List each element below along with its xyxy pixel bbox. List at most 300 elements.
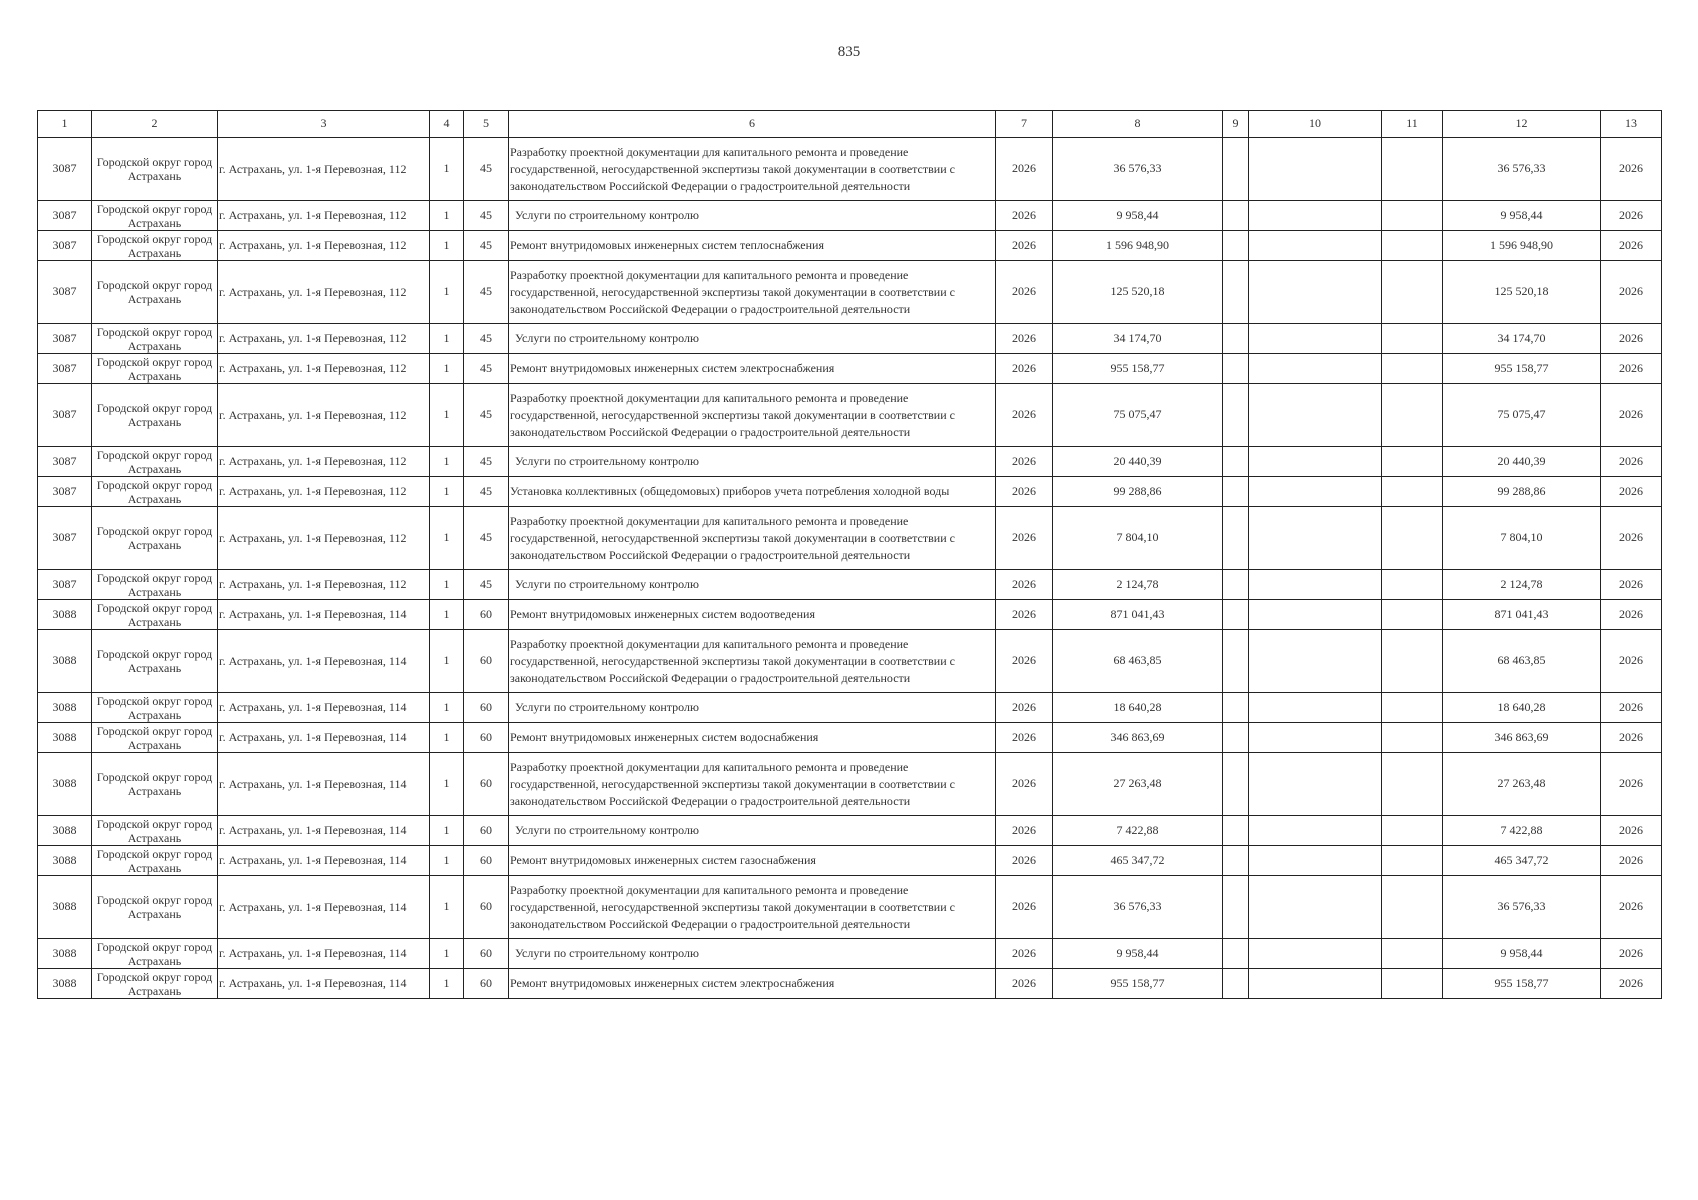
cell-work-type: Разработку проектной документации для капитального ремонта и проведение государственной, негосударственной экспертизы такой документации в соответствии с законодательством Российской Федерации о градостроительной деятельности xyxy=(509,630,996,693)
cell-col11 xyxy=(1382,630,1443,693)
cell-col13: 2026 xyxy=(1601,231,1662,261)
cell-cost: 871 041,43 xyxy=(1053,600,1223,630)
cell-col12: 36 576,33 xyxy=(1443,138,1601,201)
cell-year: 2026 xyxy=(996,384,1053,447)
cell-col4: 1 xyxy=(430,969,464,999)
cell-work-type: Установка коллективных (общедомовых) приборов учета потребления холодной воды xyxy=(509,477,996,507)
cell-col11 xyxy=(1382,477,1443,507)
cell-col10 xyxy=(1249,570,1382,600)
cell-row-id: 3087 xyxy=(38,477,92,507)
cell-col11 xyxy=(1382,231,1443,261)
cell-row-id: 3087 xyxy=(38,231,92,261)
table-body xyxy=(38,138,1662,999)
cell-work-type: Ремонт внутридомовых инженерных систем газоснабжения xyxy=(509,846,996,876)
cell-col11 xyxy=(1382,723,1443,753)
cell-col4: 1 xyxy=(430,723,464,753)
cell-cost: 99 288,86 xyxy=(1053,477,1223,507)
table-row xyxy=(38,354,1662,384)
cell-col9 xyxy=(1223,138,1249,201)
cell-col12: 20 440,39 xyxy=(1443,447,1601,477)
cell-col9 xyxy=(1223,600,1249,630)
table-row xyxy=(38,447,1662,477)
cell-address: г. Астрахань, ул. 1-я Перевозная, 114 xyxy=(218,753,430,816)
column-header: 10 xyxy=(1249,111,1382,138)
cell-cost: 36 576,33 xyxy=(1053,138,1223,201)
cell-col9 xyxy=(1223,447,1249,477)
cell-municipality: Городской округ город Астрахань xyxy=(92,693,218,723)
cell-row-id: 3087 xyxy=(38,324,92,354)
header-row xyxy=(38,111,1662,138)
cell-col10 xyxy=(1249,846,1382,876)
cell-col11 xyxy=(1382,969,1443,999)
cell-col12: 7 422,88 xyxy=(1443,816,1601,846)
cell-col4: 1 xyxy=(430,324,464,354)
table-row xyxy=(38,384,1662,447)
cell-year: 2026 xyxy=(996,723,1053,753)
cell-cost: 125 520,18 xyxy=(1053,261,1223,324)
cell-year: 2026 xyxy=(996,846,1053,876)
cell-col13: 2026 xyxy=(1601,201,1662,231)
cell-work-type: Ремонт внутридомовых инженерных систем водоснабжения xyxy=(509,723,996,753)
cell-municipality: Городской округ город Астрахань xyxy=(92,201,218,231)
cell-cost: 1 596 948,90 xyxy=(1053,231,1223,261)
cell-address: г. Астрахань, ул. 1-я Перевозная, 114 xyxy=(218,723,430,753)
cell-col10 xyxy=(1249,324,1382,354)
cell-col13: 2026 xyxy=(1601,693,1662,723)
cell-col13: 2026 xyxy=(1601,753,1662,816)
cell-municipality: Городской округ город Астрахань xyxy=(92,138,218,201)
cell-row-id: 3088 xyxy=(38,630,92,693)
cell-municipality: Городской округ город Астрахань xyxy=(92,630,218,693)
table-row xyxy=(38,939,1662,969)
cell-work-type: Разработку проектной документации для капитального ремонта и проведение государственной, негосударственной экспертизы такой документации в соответствии с законодательством Российской Федерации о градостроительной деятельности xyxy=(509,876,996,939)
cell-col13: 2026 xyxy=(1601,570,1662,600)
cell-col9 xyxy=(1223,354,1249,384)
cell-row-id: 3088 xyxy=(38,969,92,999)
cell-cost: 18 640,28 xyxy=(1053,693,1223,723)
cell-year: 2026 xyxy=(996,447,1053,477)
cell-col12: 68 463,85 xyxy=(1443,630,1601,693)
cell-year: 2026 xyxy=(996,816,1053,846)
cell-col10 xyxy=(1249,231,1382,261)
cell-col12: 346 863,69 xyxy=(1443,723,1601,753)
cell-col10 xyxy=(1249,447,1382,477)
cell-col10 xyxy=(1249,201,1382,231)
cell-cost: 346 863,69 xyxy=(1053,723,1223,753)
cell-municipality: Городской округ город Астрахань xyxy=(92,723,218,753)
table-row xyxy=(38,477,1662,507)
cell-municipality: Городской округ город Астрахань xyxy=(92,477,218,507)
table-row xyxy=(38,693,1662,723)
cell-year: 2026 xyxy=(996,570,1053,600)
cell-col12: 465 347,72 xyxy=(1443,846,1601,876)
cell-year: 2026 xyxy=(996,630,1053,693)
cell-year: 2026 xyxy=(996,693,1053,723)
cell-col4: 1 xyxy=(430,384,464,447)
cell-col12: 9 958,44 xyxy=(1443,201,1601,231)
cell-col5: 45 xyxy=(464,138,509,201)
cell-address: г. Астрахань, ул. 1-я Перевозная, 112 xyxy=(218,477,430,507)
cell-col10 xyxy=(1249,138,1382,201)
column-header: 6 xyxy=(509,111,996,138)
page-number: 835 xyxy=(837,44,861,60)
cell-row-id: 3088 xyxy=(38,939,92,969)
cell-municipality: Городской округ город Астрахань xyxy=(92,939,218,969)
cell-col12: 7 804,10 xyxy=(1443,507,1601,570)
cell-address: г. Астрахань, ул. 1-я Перевозная, 112 xyxy=(218,570,430,600)
cell-address: г. Астрахань, ул. 1-я Перевозная, 114 xyxy=(218,939,430,969)
cell-year: 2026 xyxy=(996,324,1053,354)
table-row xyxy=(38,876,1662,939)
cell-col10 xyxy=(1249,477,1382,507)
table-row xyxy=(38,753,1662,816)
cell-year: 2026 xyxy=(996,138,1053,201)
cell-col9 xyxy=(1223,384,1249,447)
cell-col13: 2026 xyxy=(1601,876,1662,939)
cell-municipality: Городской округ город Астрахань xyxy=(92,600,218,630)
cell-col5: 60 xyxy=(464,846,509,876)
cell-col11 xyxy=(1382,846,1443,876)
cell-col10 xyxy=(1249,384,1382,447)
cell-col10 xyxy=(1249,630,1382,693)
cell-year: 2026 xyxy=(996,354,1053,384)
cell-municipality: Городской округ город Астрахань xyxy=(92,507,218,570)
cell-col9 xyxy=(1223,324,1249,354)
cell-work-type: Разработку проектной документации для капитального ремонта и проведение государственной, негосударственной экспертизы такой документации в соответствии с законодательством Российской Федерации о градостроительной деятельности xyxy=(509,507,996,570)
cell-col12: 27 263,48 xyxy=(1443,753,1601,816)
table-row xyxy=(38,324,1662,354)
cell-col5: 45 xyxy=(464,261,509,324)
cell-municipality: Городской округ город Астрахань xyxy=(92,261,218,324)
column-header: 11 xyxy=(1382,111,1443,138)
cell-col4: 1 xyxy=(430,600,464,630)
cell-col9 xyxy=(1223,261,1249,324)
cell-col13: 2026 xyxy=(1601,384,1662,447)
cell-col9 xyxy=(1223,507,1249,570)
column-header: 4 xyxy=(430,111,464,138)
cell-work-type: Услуги по строительному контролю xyxy=(509,201,996,231)
cell-col10 xyxy=(1249,261,1382,324)
cell-col13: 2026 xyxy=(1601,630,1662,693)
cell-address: г. Астрахань, ул. 1-я Перевозная, 112 xyxy=(218,261,430,324)
cell-municipality: Городской округ город Астрахань xyxy=(92,447,218,477)
cell-col11 xyxy=(1382,693,1443,723)
cell-col4: 1 xyxy=(430,231,464,261)
cell-col4: 1 xyxy=(430,201,464,231)
cell-work-type: Услуги по строительному контролю xyxy=(509,324,996,354)
cell-work-type: Разработку проектной документации для капитального ремонта и проведение государственной, негосударственной экспертизы такой документации в соответствии с законодательством Российской Федерации о градостроительной деятельности xyxy=(509,261,996,324)
cell-col4: 1 xyxy=(430,816,464,846)
cell-col13: 2026 xyxy=(1601,846,1662,876)
cell-address: г. Астрахань, ул. 1-я Перевозная, 112 xyxy=(218,231,430,261)
cell-work-type: Ремонт внутридомовых инженерных систем электроснабжения xyxy=(509,969,996,999)
cell-col11 xyxy=(1382,753,1443,816)
cell-address: г. Астрахань, ул. 1-я Перевозная, 112 xyxy=(218,384,430,447)
cell-cost: 955 158,77 xyxy=(1053,354,1223,384)
cell-work-type: Разработку проектной документации для капитального ремонта и проведение государственной, негосударственной экспертизы такой документации в соответствии с законодательством Российской Федерации о градостроительной деятельности xyxy=(509,384,996,447)
cell-municipality: Городской округ город Астрахань xyxy=(92,570,218,600)
cell-work-type: Разработку проектной документации для капитального ремонта и проведение государственной, негосударственной экспертизы такой документации в соответствии с законодательством Российской Федерации о градостроительной деятельности xyxy=(509,138,996,201)
cell-col11 xyxy=(1382,447,1443,477)
cell-col11 xyxy=(1382,939,1443,969)
cell-municipality: Городской округ город Астрахань xyxy=(92,876,218,939)
cell-address: г. Астрахань, ул. 1-я Перевозная, 114 xyxy=(218,846,430,876)
cell-col5: 60 xyxy=(464,876,509,939)
cell-cost: 75 075,47 xyxy=(1053,384,1223,447)
column-header: 9 xyxy=(1223,111,1249,138)
cell-year: 2026 xyxy=(996,753,1053,816)
cell-work-type: Услуги по строительному контролю xyxy=(509,570,996,600)
column-header: 1 xyxy=(38,111,92,138)
table-row xyxy=(38,507,1662,570)
cell-address: г. Астрахань, ул. 1-я Перевозная, 114 xyxy=(218,969,430,999)
cell-municipality: Городской округ город Астрахань xyxy=(92,846,218,876)
cell-col13: 2026 xyxy=(1601,816,1662,846)
cell-col10 xyxy=(1249,876,1382,939)
table-row xyxy=(38,816,1662,846)
cell-row-id: 3088 xyxy=(38,876,92,939)
cell-col13: 2026 xyxy=(1601,723,1662,753)
cell-col5: 60 xyxy=(464,600,509,630)
cell-col13: 2026 xyxy=(1601,477,1662,507)
cell-col12: 36 576,33 xyxy=(1443,876,1601,939)
cell-municipality: Городской округ город Астрахань xyxy=(92,324,218,354)
cell-col12: 955 158,77 xyxy=(1443,969,1601,999)
cell-col11 xyxy=(1382,201,1443,231)
cell-col13: 2026 xyxy=(1601,324,1662,354)
repair-schedule-table xyxy=(37,110,1662,999)
cell-col5: 45 xyxy=(464,384,509,447)
cell-row-id: 3087 xyxy=(38,261,92,324)
cell-col5: 45 xyxy=(464,201,509,231)
cell-col9 xyxy=(1223,753,1249,816)
table-row xyxy=(38,630,1662,693)
cell-row-id: 3088 xyxy=(38,693,92,723)
cell-col9 xyxy=(1223,939,1249,969)
cell-col9 xyxy=(1223,846,1249,876)
cell-row-id: 3088 xyxy=(38,846,92,876)
cell-work-type: Разработку проектной документации для капитального ремонта и проведение государственной, негосударственной экспертизы такой документации в соответствии с законодательством Российской Федерации о градостроительной деятельности xyxy=(509,753,996,816)
cell-year: 2026 xyxy=(996,231,1053,261)
cell-col13: 2026 xyxy=(1601,600,1662,630)
cell-address: г. Астрахань, ул. 1-я Перевозная, 114 xyxy=(218,816,430,846)
cell-col5: 60 xyxy=(464,939,509,969)
cell-col10 xyxy=(1249,507,1382,570)
table-header xyxy=(38,111,1662,138)
cell-cost: 955 158,77 xyxy=(1053,969,1223,999)
cell-col12: 955 158,77 xyxy=(1443,354,1601,384)
cell-col12: 2 124,78 xyxy=(1443,570,1601,600)
table-row xyxy=(38,201,1662,231)
cell-col10 xyxy=(1249,723,1382,753)
cell-col11 xyxy=(1382,876,1443,939)
cell-col4: 1 xyxy=(430,846,464,876)
cell-row-id: 3088 xyxy=(38,816,92,846)
cell-col11 xyxy=(1382,507,1443,570)
cell-col12: 18 640,28 xyxy=(1443,693,1601,723)
cell-col11 xyxy=(1382,600,1443,630)
cell-cost: 9 958,44 xyxy=(1053,939,1223,969)
cell-col4: 1 xyxy=(430,753,464,816)
table-row xyxy=(38,723,1662,753)
cell-address: г. Астрахань, ул. 1-я Перевозная, 112 xyxy=(218,447,430,477)
cell-col11 xyxy=(1382,816,1443,846)
cell-address: г. Астрахань, ул. 1-я Перевозная, 114 xyxy=(218,630,430,693)
cell-col9 xyxy=(1223,201,1249,231)
cell-col10 xyxy=(1249,753,1382,816)
cell-row-id: 3088 xyxy=(38,753,92,816)
cell-col9 xyxy=(1223,693,1249,723)
cell-work-type: Ремонт внутридомовых инженерных систем теплоснабжения xyxy=(509,231,996,261)
cell-row-id: 3088 xyxy=(38,723,92,753)
cell-row-id: 3087 xyxy=(38,384,92,447)
cell-col11 xyxy=(1382,261,1443,324)
cell-col11 xyxy=(1382,354,1443,384)
cell-address: г. Астрахань, ул. 1-я Перевозная, 114 xyxy=(218,876,430,939)
cell-col10 xyxy=(1249,693,1382,723)
cell-address: г. Астрахань, ул. 1-я Перевозная, 112 xyxy=(218,138,430,201)
cell-col5: 45 xyxy=(464,354,509,384)
cell-col5: 45 xyxy=(464,231,509,261)
cell-col9 xyxy=(1223,969,1249,999)
cell-col12: 99 288,86 xyxy=(1443,477,1601,507)
cell-work-type: Услуги по строительному контролю xyxy=(509,816,996,846)
cell-year: 2026 xyxy=(996,201,1053,231)
cell-col13: 2026 xyxy=(1601,447,1662,477)
cell-col10 xyxy=(1249,816,1382,846)
table-row xyxy=(38,261,1662,324)
cell-cost: 9 958,44 xyxy=(1053,201,1223,231)
cell-cost: 34 174,70 xyxy=(1053,324,1223,354)
cell-col12: 75 075,47 xyxy=(1443,384,1601,447)
cell-col4: 1 xyxy=(430,507,464,570)
cell-col9 xyxy=(1223,630,1249,693)
cell-year: 2026 xyxy=(996,939,1053,969)
table-row xyxy=(38,600,1662,630)
cell-col12: 9 958,44 xyxy=(1443,939,1601,969)
cell-col12: 34 174,70 xyxy=(1443,324,1601,354)
cell-work-type: Ремонт внутридомовых инженерных систем водоотведения xyxy=(509,600,996,630)
cell-col4: 1 xyxy=(430,693,464,723)
cell-work-type: Услуги по строительному контролю xyxy=(509,939,996,969)
cell-col9 xyxy=(1223,723,1249,753)
cell-year: 2026 xyxy=(996,969,1053,999)
cell-col4: 1 xyxy=(430,570,464,600)
cell-col4: 1 xyxy=(430,630,464,693)
cell-col5: 60 xyxy=(464,816,509,846)
cell-col10 xyxy=(1249,600,1382,630)
cell-col13: 2026 xyxy=(1601,138,1662,201)
table-row xyxy=(38,138,1662,201)
cell-address: г. Астрахань, ул. 1-я Перевозная, 114 xyxy=(218,693,430,723)
cell-row-id: 3087 xyxy=(38,138,92,201)
cell-col5: 60 xyxy=(464,630,509,693)
cell-year: 2026 xyxy=(996,507,1053,570)
cell-col9 xyxy=(1223,570,1249,600)
cell-cost: 20 440,39 xyxy=(1053,447,1223,477)
cell-work-type: Ремонт внутридомовых инженерных систем электроснабжения xyxy=(509,354,996,384)
cell-col11 xyxy=(1382,324,1443,354)
cell-cost: 7 422,88 xyxy=(1053,816,1223,846)
column-header: 12 xyxy=(1443,111,1601,138)
cell-col4: 1 xyxy=(430,939,464,969)
cell-row-id: 3087 xyxy=(38,507,92,570)
table-row xyxy=(38,846,1662,876)
column-header: 5 xyxy=(464,111,509,138)
cell-col4: 1 xyxy=(430,447,464,477)
cell-year: 2026 xyxy=(996,600,1053,630)
cell-col11 xyxy=(1382,138,1443,201)
cell-municipality: Городской округ город Астрахань xyxy=(92,354,218,384)
cell-col5: 45 xyxy=(464,447,509,477)
cell-cost: 68 463,85 xyxy=(1053,630,1223,693)
cell-col4: 1 xyxy=(430,354,464,384)
table-row xyxy=(38,969,1662,999)
cell-cost: 27 263,48 xyxy=(1053,753,1223,816)
cell-col5: 60 xyxy=(464,969,509,999)
cell-col10 xyxy=(1249,969,1382,999)
cell-col13: 2026 xyxy=(1601,507,1662,570)
cell-row-id: 3087 xyxy=(38,447,92,477)
cell-col5: 60 xyxy=(464,723,509,753)
cell-cost: 2 124,78 xyxy=(1053,570,1223,600)
cell-col4: 1 xyxy=(430,138,464,201)
cell-col5: 45 xyxy=(464,507,509,570)
cell-col12: 125 520,18 xyxy=(1443,261,1601,324)
cell-col4: 1 xyxy=(430,261,464,324)
cell-address: г. Астрахань, ул. 1-я Перевозная, 114 xyxy=(218,600,430,630)
cell-col9 xyxy=(1223,876,1249,939)
cell-col5: 45 xyxy=(464,324,509,354)
cell-cost: 36 576,33 xyxy=(1053,876,1223,939)
cell-row-id: 3087 xyxy=(38,354,92,384)
cell-municipality: Городской округ город Астрахань xyxy=(92,969,218,999)
column-header: 7 xyxy=(996,111,1053,138)
cell-col4: 1 xyxy=(430,876,464,939)
column-header: 8 xyxy=(1053,111,1223,138)
cell-work-type: Услуги по строительному контролю xyxy=(509,447,996,477)
cell-municipality: Городской округ город Астрахань xyxy=(92,231,218,261)
cell-address: г. Астрахань, ул. 1-я Перевозная, 112 xyxy=(218,324,430,354)
cell-col4: 1 xyxy=(430,477,464,507)
column-header: 3 xyxy=(218,111,430,138)
cell-col11 xyxy=(1382,384,1443,447)
cell-col5: 45 xyxy=(464,477,509,507)
cell-municipality: Городской округ город Астрахань xyxy=(92,816,218,846)
cell-year: 2026 xyxy=(996,477,1053,507)
cell-col9 xyxy=(1223,816,1249,846)
cell-year: 2026 xyxy=(996,876,1053,939)
cell-cost: 7 804,10 xyxy=(1053,507,1223,570)
column-header: 2 xyxy=(92,111,218,138)
cell-col9 xyxy=(1223,477,1249,507)
cell-row-id: 3087 xyxy=(38,201,92,231)
cell-row-id: 3088 xyxy=(38,600,92,630)
cell-col9 xyxy=(1223,231,1249,261)
cell-address: г. Астрахань, ул. 1-я Перевозная, 112 xyxy=(218,507,430,570)
cell-municipality: Городской округ город Астрахань xyxy=(92,753,218,816)
column-header: 13 xyxy=(1601,111,1662,138)
cell-municipality: Городской округ город Астрахань xyxy=(92,384,218,447)
cell-address: г. Астрахань, ул. 1-я Перевозная, 112 xyxy=(218,354,430,384)
cell-col13: 2026 xyxy=(1601,354,1662,384)
cell-col5: 60 xyxy=(464,693,509,723)
cell-col12: 871 041,43 xyxy=(1443,600,1601,630)
cell-col13: 2026 xyxy=(1601,261,1662,324)
cell-col13: 2026 xyxy=(1601,969,1662,999)
cell-work-type: Услуги по строительному контролю xyxy=(509,693,996,723)
table-row xyxy=(38,231,1662,261)
